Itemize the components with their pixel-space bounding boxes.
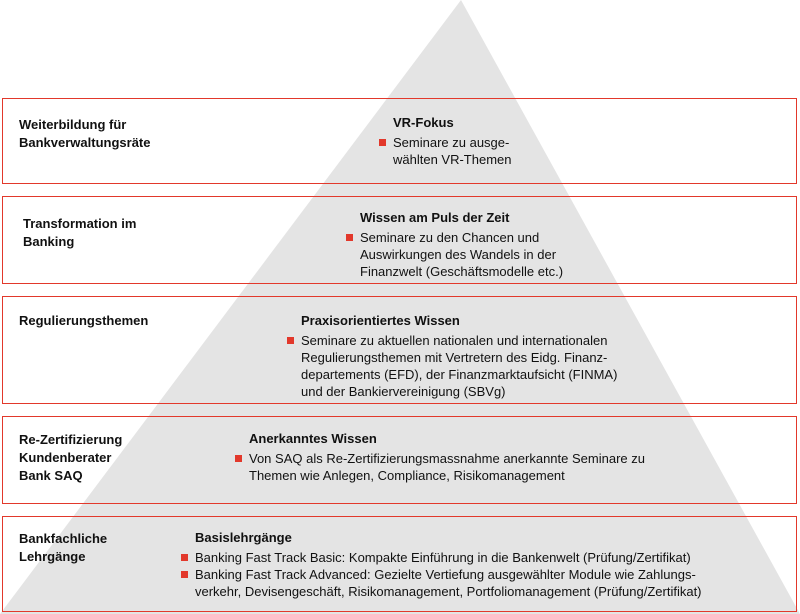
tier-lehrgaenge [2, 516, 797, 612]
tier-heading: VR-Fokus [393, 115, 454, 130]
tier-label: Regulierungsthemen [19, 313, 149, 328]
bullet-text: Banking Fast Track Basic: Kompakte Einführung in die Bankenwelt (Prüfung/Zertifikat) [195, 550, 691, 565]
bullet-item [235, 450, 645, 484]
tier-content [235, 430, 645, 484]
tier-label: Transformation im Banking [23, 216, 137, 249]
bullet-square-icon [379, 139, 386, 146]
tier-label: Weiterbildung für Bankverwaltungsräte [19, 117, 151, 150]
bullet-text: Seminare zu den Chancen und Auswirkungen des Wandels in der Finanzwelt (Geschäftsmodelle etc.) [360, 230, 564, 279]
bullet-text: Von SAQ als Re-Zertifizierungsmassnahme anerkannte Seminare zu Themen wie Anlegen, Compliance, Risikomanagement [249, 451, 645, 483]
tier-content [181, 529, 702, 600]
bullet-square-icon [181, 554, 188, 561]
tier-content [287, 312, 617, 400]
bullet-item [181, 549, 702, 566]
tier-heading: Wissen am Puls der Zeit [360, 210, 510, 225]
bullet-item [287, 332, 617, 400]
tier-heading: Praxisorientiertes Wissen [301, 313, 460, 328]
tier-heading: Basislehrgänge [195, 530, 292, 545]
bullet-square-icon [235, 455, 242, 462]
tier-content [346, 209, 563, 280]
bullet-square-icon [287, 337, 294, 344]
bullet-square-icon [346, 234, 353, 241]
tier-label: Re-Zertifizierung Kundenberater Bank SAQ [19, 432, 123, 483]
tier-heading: Anerkanntes Wissen [249, 431, 377, 446]
bullet-item [379, 134, 512, 168]
bullet-text: Banking Fast Track Advanced: Gezielte Vertiefung ausgewählter Module wie Zahlungs- verkehr, Devisengeschäft, Risikomanagement, Portfoliomanagement (Prüfung/Zertifikat) [195, 567, 702, 599]
tier-re-zertifizierung [2, 416, 797, 504]
tier-vr-fokus [2, 98, 797, 184]
tier-content [379, 114, 512, 168]
bullet-item [346, 229, 563, 280]
bullet-item [181, 566, 702, 600]
bullet-square-icon [181, 571, 188, 578]
bullet-text: Seminare zu aktuellen nationalen und internationalen Regulierungsthemen mit Vertretern des Eidg. Finanz- departements (EFD), der Finanzmarktaufsicht (FINMA) und der Bankiervereinigung (SBVg) [301, 333, 618, 399]
bullet-text: Seminare zu ausge- wählten VR-Themen [393, 135, 512, 167]
tier-transformation [2, 196, 797, 284]
tier-label: Bankfachliche Lehrgänge [19, 531, 108, 564]
tier-regulierung [2, 296, 797, 404]
